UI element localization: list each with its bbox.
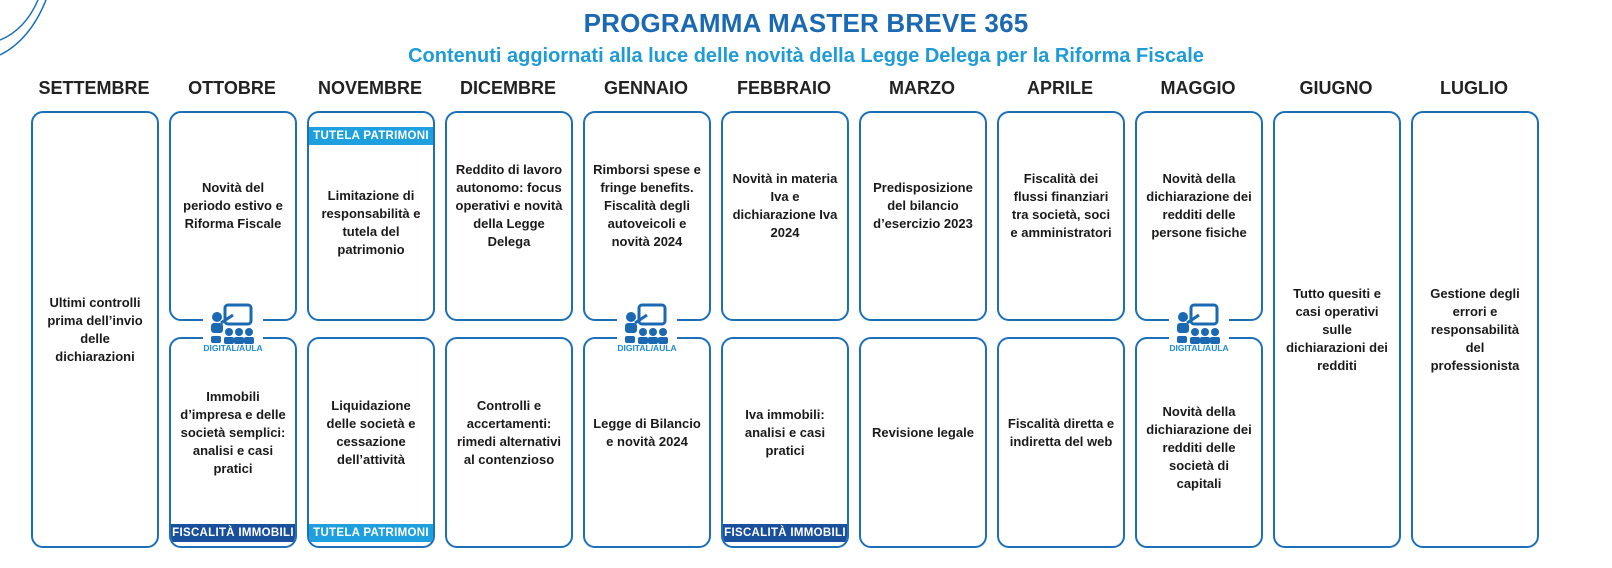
module-text: Gestione degli errori e responsabilità del professionista bbox=[1430, 285, 1520, 373]
month-ottobre: OTTOBRE bbox=[188, 78, 276, 98]
month-giugno: GIUGNO bbox=[1299, 78, 1373, 98]
module-text: Novità in materia Iva e dichiarazione Iva 2024 bbox=[732, 171, 838, 240]
classroom-icon bbox=[1173, 303, 1225, 345]
module-text: Novità della dichiarazione dei redditi delle persone fisiche bbox=[1146, 171, 1252, 240]
digital-aula-badge-maggio bbox=[1169, 301, 1229, 357]
module-card-aprile-2 bbox=[997, 337, 1125, 548]
module-card-luglio bbox=[1411, 111, 1539, 548]
month-febbraio: FEBBRAIO bbox=[737, 78, 831, 98]
module-text: Tutto quesiti e casi operativi sulle dichiarazioni dei redditi bbox=[1286, 285, 1388, 373]
module-text: Ultimi controlli prima dell’invio delle dichiarazioni bbox=[47, 294, 143, 364]
module-text: Revisione legale bbox=[872, 424, 974, 440]
month-settembre: SETTEMBRE bbox=[38, 78, 150, 98]
month-maggio: MAGGIO bbox=[1160, 78, 1236, 98]
module-card-dicembre-1 bbox=[445, 111, 573, 321]
month-marzo: MARZO bbox=[889, 78, 955, 98]
band-fiscalita-immobili: FISCALITÀ IMMOBILI bbox=[171, 524, 295, 542]
module-card-febbraio-1 bbox=[721, 111, 849, 321]
band-fiscalita-immobili: FISCALITÀ IMMOBILI bbox=[723, 524, 847, 542]
module-text: Liquidazione delle società e cessazione dell’attività bbox=[326, 397, 416, 467]
band-tutela-patrimoni: TUTELA PATRIMONI bbox=[309, 524, 433, 542]
module-text: Predisposizione del bilancio d’esercizio 2023 bbox=[873, 180, 973, 231]
digital-aula-label: DIGITAL/AULA bbox=[203, 343, 263, 353]
page-subtitle: Contenuti aggiornati alla luce delle novità della Legge Delega per la Riforma Fiscale bbox=[408, 45, 1204, 67]
module-card-maggio-2 bbox=[1135, 337, 1263, 548]
module-card-novembre-2 bbox=[307, 337, 435, 548]
module-card-ottobre-1 bbox=[169, 111, 297, 321]
classroom-icon bbox=[621, 303, 673, 345]
module-card-settembre bbox=[31, 111, 159, 548]
digital-aula-badge-ottobre bbox=[203, 301, 263, 357]
page-title: PROGRAMMA MASTER BREVE 365 bbox=[583, 8, 1029, 38]
module-card-novembre-1 bbox=[307, 111, 435, 321]
module-card-ottobre-2 bbox=[169, 337, 297, 548]
month-novembre: NOVEMBRE bbox=[317, 78, 422, 98]
module-card-marzo-1 bbox=[859, 111, 987, 321]
digital-aula-label: DIGITAL/AULA bbox=[617, 343, 677, 353]
module-card-gennaio-1 bbox=[583, 111, 711, 321]
band-tutela-patrimoni: TUTELA PATRIMONI bbox=[309, 127, 433, 145]
module-text: Rimborsi spese e fringe benefits. Fiscalità degli autoveicoli e novità 2024 bbox=[593, 162, 701, 249]
module-text: Controlli e accertamenti: rimedi alternativi al contenzioso bbox=[456, 397, 562, 467]
module-card-giugno bbox=[1273, 111, 1401, 548]
module-text: Reddito di lavoro autonomo: focus operativi e novità della Legge Delega bbox=[455, 162, 563, 249]
classroom-icon bbox=[207, 303, 259, 345]
module-text: Novità della dichiarazione dei redditi delle società di capitali bbox=[1146, 403, 1252, 491]
module-card-maggio-1 bbox=[1135, 111, 1263, 321]
digital-aula-label: DIGITAL/AULA bbox=[1169, 343, 1229, 353]
module-card-febbraio-2 bbox=[721, 337, 849, 548]
module-text: Fiscalità diretta e indiretta del web bbox=[1007, 415, 1115, 449]
module-text: Immobili d’impresa e delle società semplici: analisi e casi pratici bbox=[180, 388, 286, 476]
module-card-marzo-2 bbox=[859, 337, 987, 548]
module-text: Iva immobili: analisi e casi pratici bbox=[744, 406, 826, 458]
module-card-gennaio-2 bbox=[583, 337, 711, 548]
module-text: Fiscalità dei flussi finanziari tra società, soci e amministratori bbox=[1010, 171, 1112, 240]
module-text: Novità del periodo estivo e Riforma Fiscale bbox=[183, 180, 283, 231]
month-luglio: LUGLIO bbox=[1440, 78, 1508, 98]
module-text: Legge di Bilancio e novità 2024 bbox=[593, 415, 701, 449]
month-gennaio: GENNAIO bbox=[603, 78, 688, 98]
module-text: Limitazione di responsabilità e tutela del patrimonio bbox=[321, 188, 421, 257]
module-card-aprile-1 bbox=[997, 111, 1125, 321]
month-dicembre: DICEMBRE bbox=[459, 78, 556, 98]
module-card-dicembre-2 bbox=[445, 337, 573, 548]
month-aprile: APRILE bbox=[1026, 78, 1093, 98]
digital-aula-badge-gennaio bbox=[617, 301, 677, 357]
